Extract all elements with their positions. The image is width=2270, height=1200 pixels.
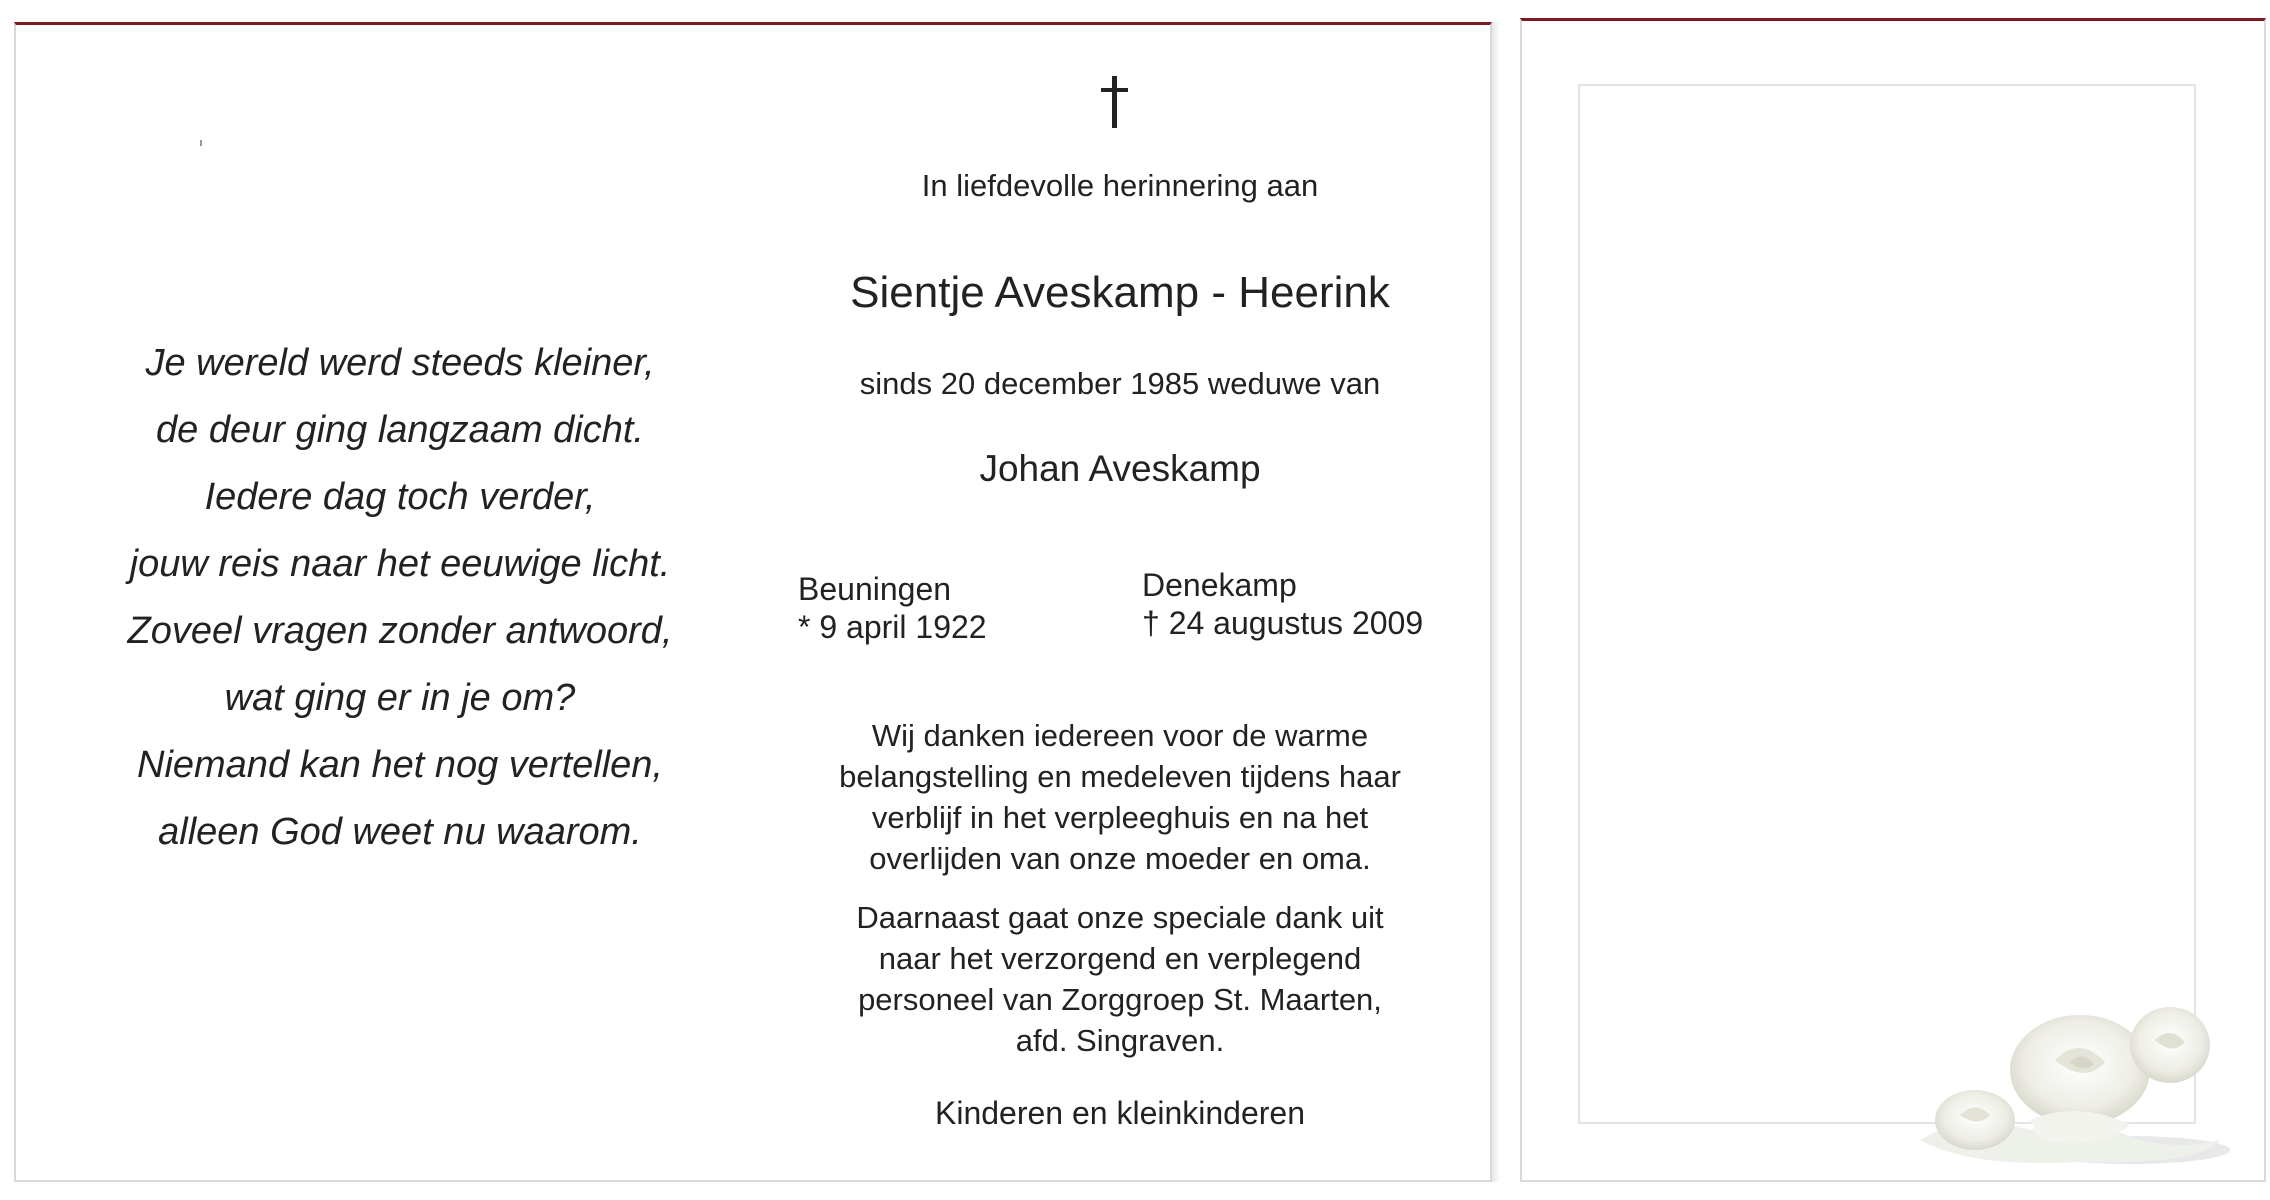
signoff: Kinderen en kleinkinderen <box>934 1095 1306 1131</box>
thanks-paragraph-2 <box>790 897 1450 1061</box>
thanks-line: afd. Singraven. <box>1015 1023 1225 1058</box>
intro-text: In liefdevolle herinnering aan <box>921 168 1319 203</box>
paper-speck <box>200 140 202 146</box>
poem-line: Je wereld werd steeds kleiner, <box>145 342 655 384</box>
white-roses-icon <box>1880 990 2240 1170</box>
birth-place: Beuningen <box>798 571 952 607</box>
birth-date: * 9 april 1922 <box>798 609 987 645</box>
thanks-line: Wij danken iedereen voor de warme <box>871 718 1369 753</box>
latin-cross-icon <box>1090 72 1140 132</box>
poem-line: Iedere dag toch verder, <box>204 476 596 518</box>
thanks-paragraph-1 <box>790 715 1450 879</box>
thanks-line: verblijf in het verpleeghuis en na het <box>871 800 1369 835</box>
fold-shadow <box>1492 22 1500 1182</box>
husband-name: Johan Aveskamp <box>979 448 1261 489</box>
deceased-name: Sientje Aveskamp - Heerink <box>850 268 1390 317</box>
birth-block <box>798 570 987 646</box>
poem-line: de deur ging langzaam dicht. <box>156 409 644 451</box>
widow-since-text: sinds 20 december 1985 weduwe van <box>859 366 1381 401</box>
poem-line: jouw reis naar het eeuwige licht. <box>129 543 671 585</box>
poem <box>70 330 730 866</box>
thanks-line: overlijden van onze moeder en oma. <box>869 841 1371 876</box>
thanks-line: personeel van Zorggroep St. Maarten, <box>858 982 1382 1017</box>
poem-line: Zoveel vragen zonder antwoord, <box>127 610 673 652</box>
thanks-line: Daarnaast gaat onze speciale dank uit <box>856 900 1384 935</box>
death-block <box>1142 566 1423 642</box>
poem-line: wat ging er in je om? <box>224 677 576 719</box>
poem-line: Niemand kan het nog vertellen, <box>137 744 663 786</box>
thanks-line: belangstelling en medeleven tijdens haar <box>839 759 1401 794</box>
death-date: † 24 augustus 2009 <box>1142 605 1424 641</box>
photo-frame <box>1578 84 2196 1124</box>
thanks-line: naar het verzorgend en verplegend <box>878 941 1362 976</box>
death-place: Denekamp <box>1142 567 1297 603</box>
poem-line: alleen God weet nu waarom. <box>158 811 642 853</box>
